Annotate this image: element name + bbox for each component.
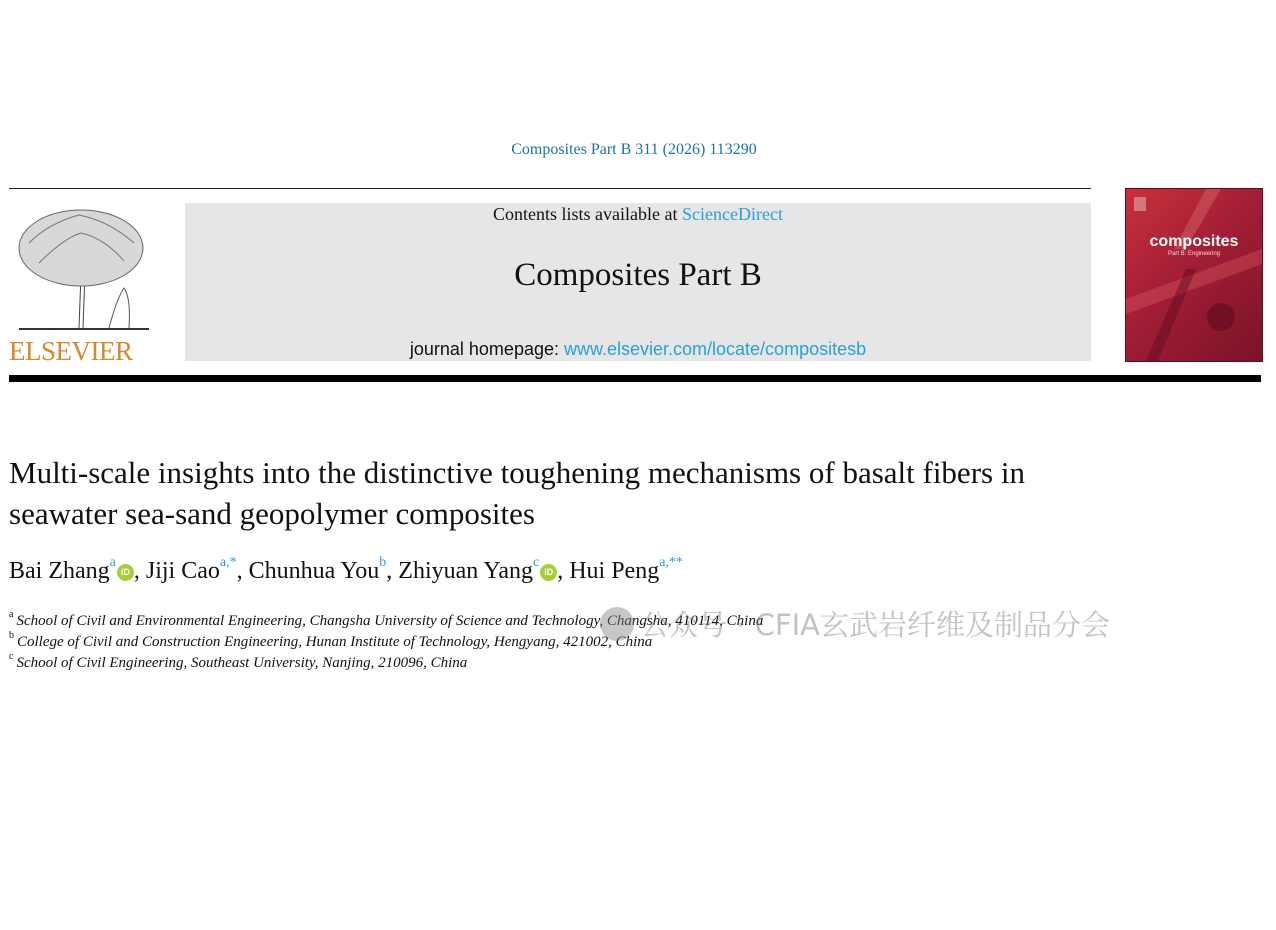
author-list: Bai Zhang$^a$iD , Jiji Cao$^{a,*}$, Chunhua You$^b$, Zhiyuan Yang$^c$iD , Hui Peng$^{a,**}$ [9, 555, 683, 584]
affiliation-text: School of Civil and Environmental Engineering, Changsha University of Science and Technology, Changsha, 410114, China [16, 613, 764, 629]
watermark [600, 603, 1110, 643]
article-title: Multi-scale insights into the distinctive toughening mechanisms of basalt fibers in seawater sea-sand geopolymer composites [9, 455, 1025, 531]
header-thick-divider [9, 375, 1261, 382]
cover-title: composites [1149, 233, 1239, 250]
affiliation-key: a [9, 609, 14, 620]
contents-prefix: Contents lists available at [493, 204, 682, 224]
contents-line [185, 204, 1091, 225]
affiliation-text: School of Civil Engineering, Southeast University, Nanjing, 210096, China [16, 655, 468, 671]
orcid-icon[interactable]: iD [540, 564, 557, 581]
homepage-line [185, 339, 1091, 360]
author-name[interactable]: Hui Peng [569, 558, 660, 584]
author-affiliation-marker[interactable]: a [109, 555, 116, 570]
homepage-prefix: journal homepage: [409, 339, 564, 359]
cover-subtitle: Part B: Engineering [1167, 251, 1221, 257]
top-divider [9, 188, 1091, 189]
author-affiliation-marker[interactable]: a,** [659, 555, 683, 570]
author-affiliation-marker[interactable]: b [379, 555, 387, 570]
affiliation-text: College of Civil and Construction Engineering, Hunan Institute of Technology, Hengyang, 421002, China [17, 634, 653, 650]
publisher-wordmark: ELSEVIER [9, 336, 133, 366]
tree-icon [9, 203, 154, 333]
author-affiliation-marker[interactable]: a,* [219, 555, 237, 570]
orcid-icon[interactable]: iD [117, 564, 134, 581]
journal-cover-image[interactable] [1125, 188, 1263, 362]
cover-artwork [1126, 189, 1262, 361]
journal-homepage-link[interactable]: www.elsevier.com/locate/compositesb [563, 339, 867, 359]
author-affiliation-marker[interactable]: c [532, 555, 540, 570]
author-name[interactable]: Chunhua You [248, 558, 380, 584]
sciencedirect-link[interactable]: ScienceDirect [682, 204, 783, 224]
affiliation-item [9, 648, 763, 669]
author-name[interactable]: Zhiyuan Yang [398, 558, 533, 584]
elsevier-logo[interactable] [9, 203, 154, 366]
watermark-text: 公众号 · CFIA玄武岩纤维及制品分会 [640, 608, 1110, 642]
author-name[interactable]: Bai Zhang [9, 558, 110, 584]
affiliation-key: b [9, 630, 14, 641]
author-name[interactable]: Jiji Cao [145, 558, 220, 584]
journal-reference[interactable]: Composites Part B 311 (2026) 113290 [511, 141, 757, 158]
affiliation-key: c [9, 651, 14, 662]
wechat-icon [600, 607, 634, 641]
journal-name: Composites Part B [514, 257, 762, 293]
journal-masthead [185, 203, 1091, 361]
